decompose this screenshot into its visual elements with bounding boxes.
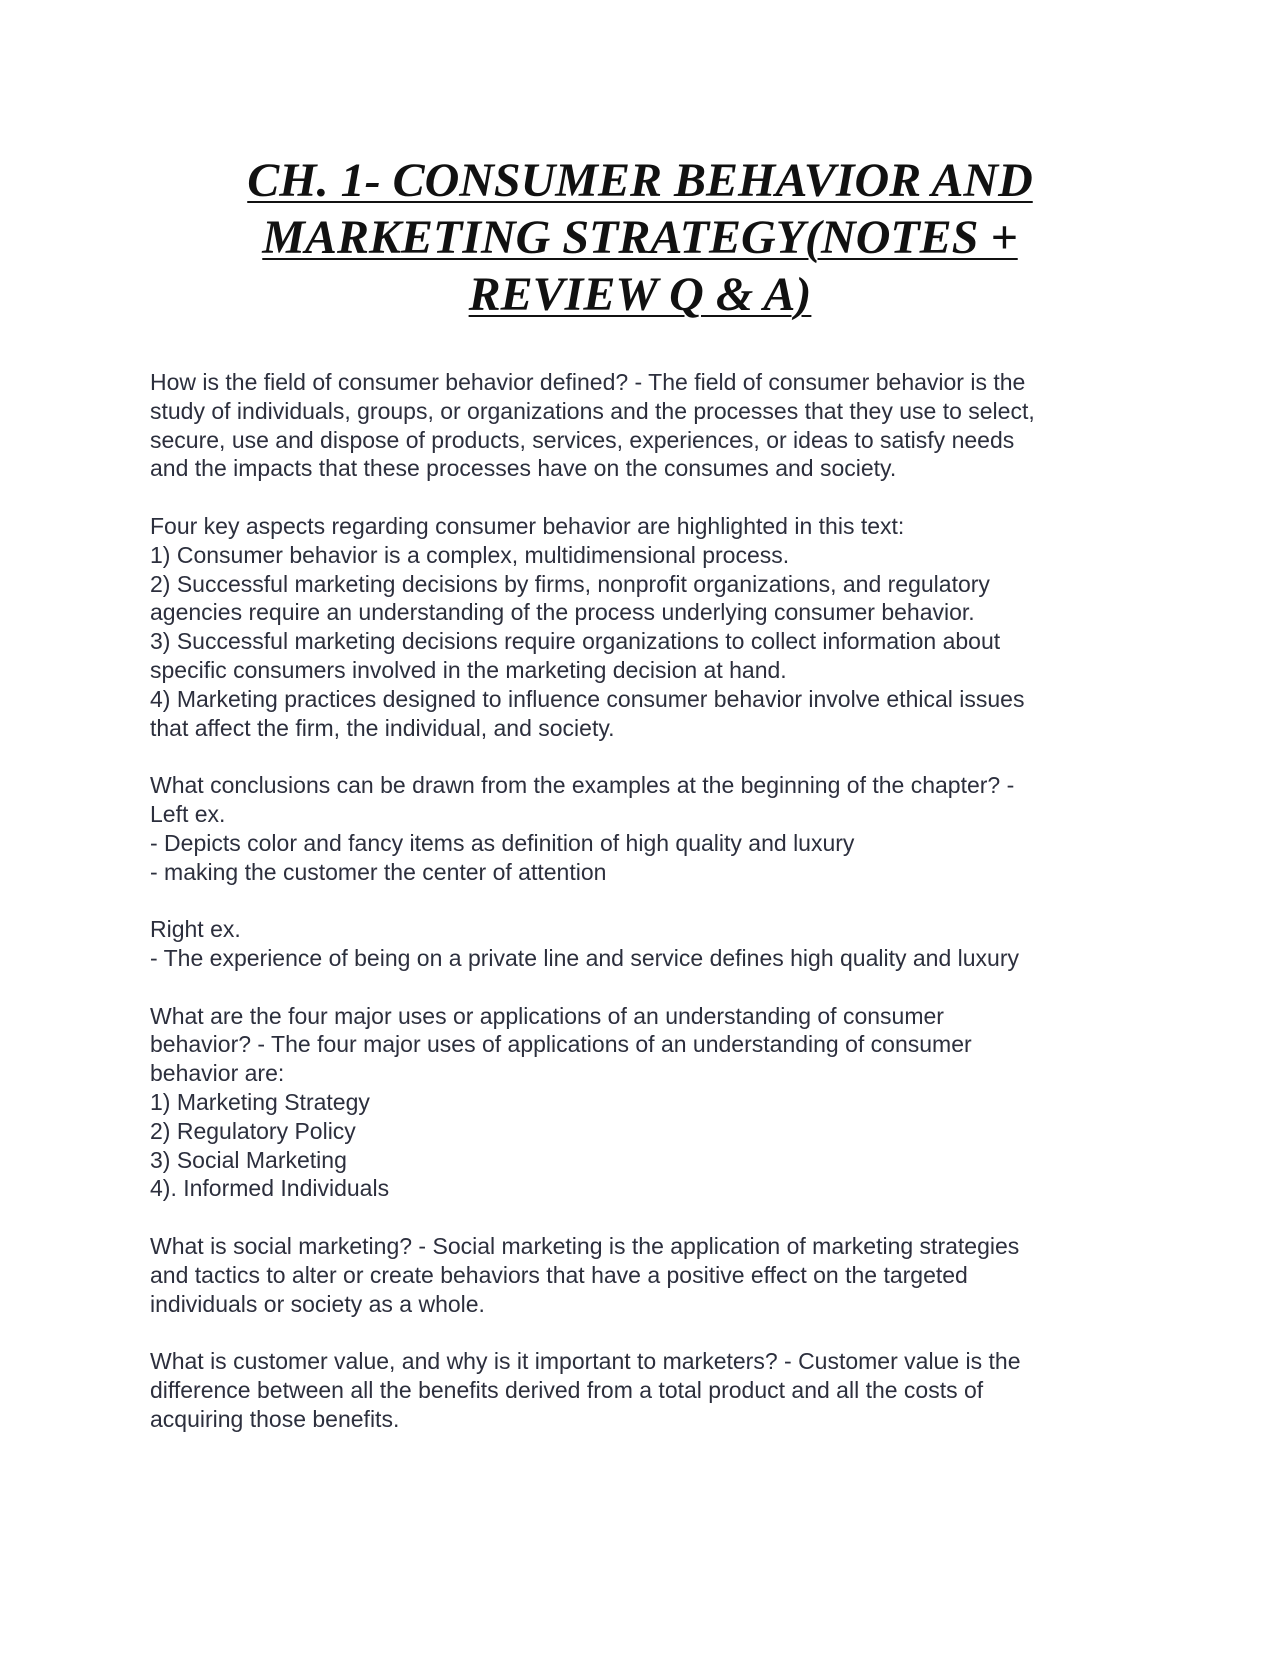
- paragraph-conclusions-examples: [150, 771, 1130, 886]
- paragraph-gap: [150, 1318, 1130, 1347]
- text-line: What are the four major uses or applications of an understanding of consumer: [150, 1002, 944, 1029]
- paragraph-customer-value: [150, 1347, 1130, 1433]
- text-line: and tactics to alter or create behaviors that have a positive effect on the targeted: [150, 1261, 968, 1288]
- text-line: behavior? - The four major uses of applications of an understanding of consumer: [150, 1031, 972, 1058]
- text-line: acquiring those benefits.: [150, 1405, 400, 1432]
- text-line: 3) Social Marketing: [150, 1146, 347, 1173]
- text-line: secure, use and dispose of products, services, experiences, or ideas to satisfy needs: [150, 426, 1015, 453]
- text-line: 2) Successful marketing decisions by firms, nonprofit organizations, and regulatory: [150, 570, 990, 597]
- text-line: Four key aspects regarding consumer behavior are highlighted in this text:: [150, 512, 905, 539]
- title-line: MARKETING STRATEGY(NOTES +: [262, 211, 1018, 264]
- text-line: - making the customer the center of attention: [150, 858, 607, 885]
- paragraph-consumer-behavior-definition: [150, 368, 1130, 483]
- text-line: What is customer value, and why is it important to marketers? - Customer value is the: [150, 1348, 1021, 1375]
- document-title: [150, 152, 1130, 323]
- text-line: individuals or society as a whole.: [150, 1290, 485, 1317]
- paragraph-gap: [150, 886, 1130, 915]
- text-line: agencies require an understanding of the process underlying consumer behavior.: [150, 599, 975, 626]
- text-line: difference between all the benefits derived from a total product and all the costs of: [150, 1376, 984, 1403]
- text-line: 4) Marketing practices designed to influence consumer behavior involve ethical issues: [150, 685, 1025, 712]
- paragraph-gap: [150, 742, 1130, 771]
- text-line: and the impacts that these processes have on the consumes and society.: [150, 455, 897, 482]
- text-line: 1) Marketing Strategy: [150, 1088, 370, 1115]
- paragraph-four-key-aspects: [150, 512, 1130, 742]
- paragraph-four-major-uses: [150, 1002, 1130, 1204]
- text-line: 1) Consumer behavior is a complex, multidimensional process.: [150, 541, 790, 568]
- paragraph-gap: [150, 483, 1130, 512]
- text-line: How is the field of consumer behavior defined? - The field of consumer behavior is the: [150, 369, 1026, 395]
- text-line: 4). Informed Individuals: [150, 1175, 390, 1202]
- text-line: What conclusions can be drawn from the examples at the beginning of the chapter? -: [150, 772, 1015, 799]
- text-line: that affect the firm, the individual, and society.: [150, 714, 615, 741]
- title-line: REVIEW Q & A): [468, 268, 812, 321]
- text-line: What is social marketing? - Social marketing is the application of marketing strategies: [150, 1232, 1020, 1259]
- paragraph-gap: [150, 1203, 1130, 1232]
- text-line: specific consumers involved in the marketing decision at hand.: [150, 656, 787, 683]
- text-line: - Depicts color and fancy items as definition of high quality and luxury: [150, 829, 855, 856]
- text-line: - The experience of being on a private line and service defines high quality and luxury: [150, 944, 1020, 971]
- text-line: Left ex.: [150, 800, 226, 827]
- text-line: behavior are:: [150, 1060, 285, 1087]
- text-line: Right ex.: [150, 916, 241, 943]
- paragraph-gap: [150, 973, 1130, 1002]
- paragraph-right-example: [150, 915, 1130, 973]
- document-body: [150, 368, 1130, 1433]
- text-line: study of individuals, groups, or organizations and the processes that they use to select,: [150, 397, 1035, 424]
- text-line: 2) Regulatory Policy: [150, 1117, 356, 1144]
- title-line: CH. 1- CONSUMER BEHAVIOR AND: [247, 154, 1033, 207]
- paragraph-social-marketing: [150, 1232, 1130, 1318]
- text-line: 3) Successful marketing decisions require organizations to collect information about: [150, 628, 1001, 655]
